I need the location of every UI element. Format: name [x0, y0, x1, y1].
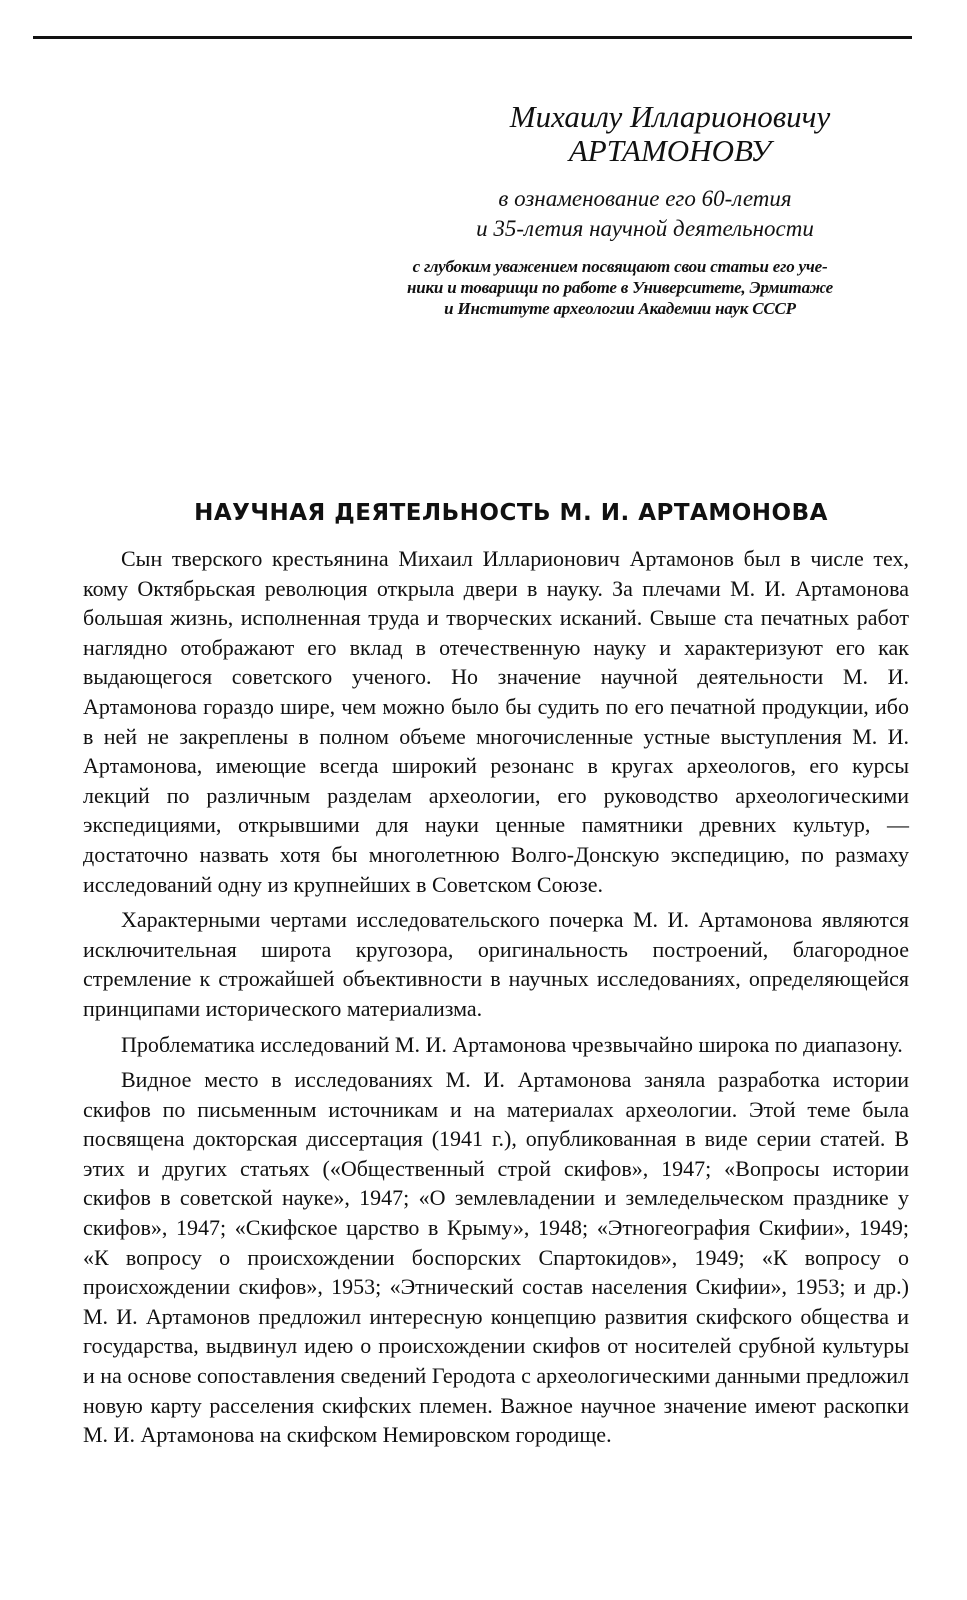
- dedication-occasion: [420, 184, 870, 244]
- authors-line-2: ники и товарищи по работе в Университете, Эрмитаже: [407, 278, 833, 297]
- dedicatee-surname: АРТАМОНОВУ: [568, 133, 772, 168]
- paragraph-2: Характерными чертами исследовательского почерка М. И. Артамонова являются исключительная широта кругозора, оригинальность построений, благородное стремление к строжайшей объективности в научных исследованиях, определяющейся принципами исторического материализма.: [83, 907, 909, 1021]
- paragraph-3: Проблематика исследований М. И. Артамонова чрезвычайно широка по диапазону.: [121, 1031, 903, 1057]
- dedication-block: [330, 100, 930, 319]
- article: [83, 500, 909, 1456]
- authors-line-3: и Институте археологии Академии наук СССР: [444, 299, 796, 318]
- paragraph-1: Сын тверского крестьянина Михаил Илларионович Артамонов был в числе тех, кому Октябрьская революция открыла двери в науку. За плечами М. И. Артамонова большая жизнь, исполненная труда и творческих исканий. Свыше ста печатных работ наглядно отображают его вклад в отечественную науку и характеризуют его как выдающегося советского ученого. Но значение научной деятельности М. И. Артамонова гораздо шире, чем можно было бы судить по его печатной продукции, ибо в ней не закреплены в полном объеме многочисленные устные выступления М. И. Артамонова, имеющие всегда широкий резонанс в кругах археологов, его курсы лекций по различным разделам археологии, его руководство археологическими экспедициями, открывшими для науки ценные памятники древних культур, — достаточно назвать хотя бы многолетнюю Волго-Донскую экспедицию, по размаху исследований одну из крупнейших в Советском Союзе.: [83, 546, 909, 897]
- authors-line-1: с глубоким уважением посвящают свои статьи его уче-: [412, 257, 828, 276]
- occasion-line-2: и 35-летия научной деятельности: [476, 216, 814, 241]
- top-rule: [33, 36, 912, 39]
- occasion-line-1: в ознаменование его 60-летия: [498, 186, 792, 211]
- dedicatee-name: [450, 100, 890, 168]
- dedication-authors: [330, 256, 910, 319]
- article-title: НАУЧНАЯ ДЕЯТЕЛЬНОСТЬ М. И. АРТАМОНОВА: [194, 500, 828, 526]
- paragraph-4: Видное место в исследованиях М. И. Артамонова заняла разработка истории скифов по письменным источникам и на материалах археологии. Этой теме была посвящена докторская диссертация (1941 г.), опубликованная в виде серии статей. В этих и других статьях («Общественный строй скифов», 1947; «Вопросы истории скифов в советской науке», 1947; «О землевладении и земледельческом празднике у скифов», 1947; «Скифское царство в Крыму», 1948; «Этногеография Скифии», 1949; «К вопросу о происхождении боспорских Спартокидов», 1949; «К вопросу о происхождении скифов», 1953; «Этнический состав населения Скифии», 1953; и др.) М. И. Артамонов предложил интересную концепцию развития скифского общества и государства, выдвинул идею о происхождении скифов от носителей срубной культуры и на основе сопоставления сведений Геродота с археологическими данными предложил новую карту расселения скифских племен. Важное научное значение имеют раскопки М. И. Артамонова на скифском Немировском городище.: [83, 1067, 909, 1448]
- dedicatee-first-names: Михаилу Илларионовичу: [509, 99, 831, 134]
- article-body: [83, 544, 909, 1450]
